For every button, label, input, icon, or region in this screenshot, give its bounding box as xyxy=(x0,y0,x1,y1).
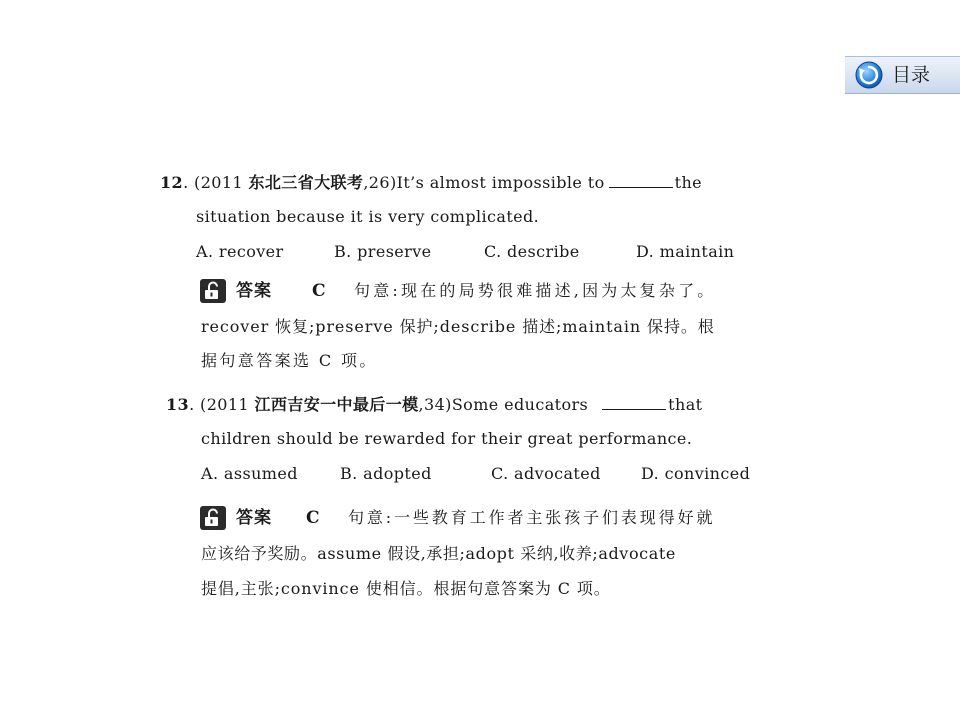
source-name: 江西吉安一中最后一模 xyxy=(254,395,419,414)
explanation-line-3: 据句意答案选 C 项。 xyxy=(201,351,378,370)
source-name: 东北三省大联考 xyxy=(248,173,364,192)
option-c: C. describe xyxy=(484,242,580,261)
answer-label: 答案 xyxy=(236,281,272,301)
answer-label: 答案 xyxy=(236,508,272,528)
stem-after-blank: that xyxy=(668,395,703,414)
unlock-icon xyxy=(200,506,226,530)
option-b: B. preserve xyxy=(334,242,432,261)
answer-blank xyxy=(609,173,673,188)
explanation-line-2: 应该给予奖励。assume 假设,承担;adopt 采纳,收养;advocate xyxy=(201,544,676,563)
explanation-line-3: 提倡,主张;convince 使相信。根据句意答案为 C 项。 xyxy=(201,579,611,598)
question-number: 13 xyxy=(166,395,190,414)
question-12-line-1 xyxy=(160,172,702,194)
stem-after-blank: the xyxy=(674,173,703,192)
stem-before-blank: It’s almost impossible to xyxy=(396,173,605,192)
question-13-line-2: children should be rewarded for their great performance. xyxy=(201,429,693,448)
source-close: ,34) xyxy=(418,395,452,414)
option-d: D. maintain xyxy=(636,242,735,261)
source-open: . (2011 xyxy=(189,395,255,414)
answer-letter: C xyxy=(306,508,320,528)
explanation-line-2: recover 恢复;preserve 保护;describe 描述;maintain 保持。根 xyxy=(201,317,715,336)
option-d: D. convinced xyxy=(641,464,751,483)
option-a: A. assumed xyxy=(201,464,298,483)
question-13-line-1 xyxy=(166,394,702,416)
answer-blank xyxy=(602,395,666,410)
question-number: 12 xyxy=(160,173,184,192)
refresh-circle-icon xyxy=(855,61,883,89)
source-close: ,26) xyxy=(363,173,397,192)
source-open: . (2011 xyxy=(183,173,249,192)
option-b: B. adopted xyxy=(340,464,432,483)
answer-letter: C xyxy=(312,281,326,301)
option-a: A. recover xyxy=(196,242,284,261)
toc-label: 目录 xyxy=(892,64,931,86)
option-c: C. advocated xyxy=(491,464,601,483)
stem-before-blank: Some educators xyxy=(451,395,589,414)
explanation-line-1: 句意:一些教育工作者主张孩子们表现得好就 xyxy=(348,508,716,527)
unlock-icon xyxy=(200,279,226,303)
question-12-line-2: situation because it is very complicated. xyxy=(196,207,540,226)
toc-button[interactable] xyxy=(845,56,960,94)
explanation-line-1: 句意:现在的局势很难描述,因为太复杂了。 xyxy=(354,281,717,300)
